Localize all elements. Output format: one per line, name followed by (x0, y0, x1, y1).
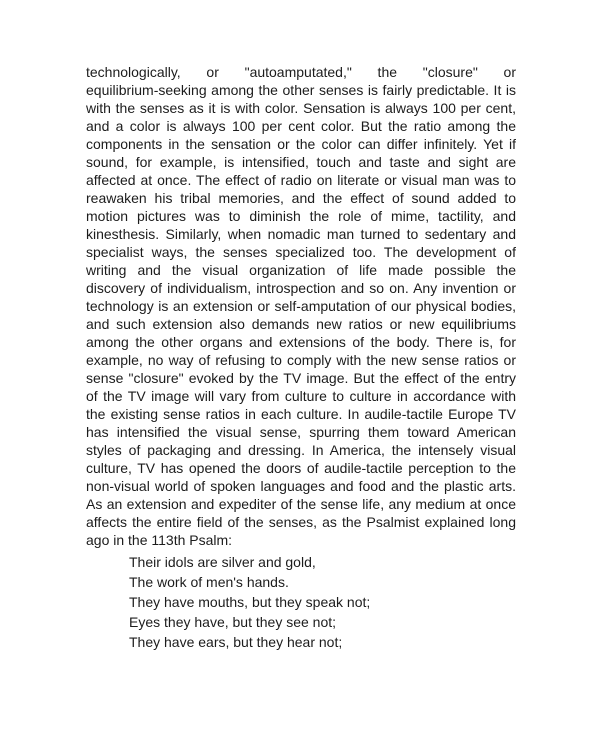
paragraph-line: kinesthesis. Similarly, when nomadic man turned to sedentary and (86, 226, 516, 242)
paragraph-line: non-visual world of spoken languages and food and the plastic arts. (86, 478, 516, 494)
paragraph-line: As an extension and expediter of the sense life, any medium at once (86, 496, 516, 512)
paragraph-line: affected at once. The effect of radio on literate or visual man was to (86, 172, 516, 188)
paragraph-line: discovery of individualism, introspection and so on. Any invention or (86, 280, 516, 296)
paragraph-line: technologically, or "autoamputated," the "closure" or (86, 64, 516, 80)
paragraph-line: among the other organs and extensions of the body. There is, for (86, 334, 516, 350)
paragraph-line: motion pictures was to diminish the role of mime, tactility, and (86, 208, 516, 224)
paragraph-line: equilibrium-seeking among the other senses is fairly predictable. It is (86, 82, 516, 98)
psalm-line: Their idols are silver and gold, (129, 554, 316, 570)
paragraph-line: and a color is always 100 per cent color. But the ratio among the (86, 118, 516, 134)
paragraph-line: and such extension also demands new ratios or new equilibriums (86, 316, 516, 332)
paragraph-line: writing and the visual organization of life made possible the (86, 262, 516, 278)
paragraph-line: components in the sensation or the color can differ infinitely. Yet if (86, 136, 516, 152)
paragraph-line: sound, for example, is intensified, touch and taste and sight are (86, 154, 516, 170)
paragraph-line: styles of packaging and dressing. In America, the intensely visual (86, 442, 516, 458)
paragraph-line: culture, TV has opened the doors of audile-tactile perception to the (86, 460, 516, 476)
paragraph-line: specialist ways, the senses specialized too. The development of (86, 244, 516, 260)
psalm-quote (86, 552, 516, 652)
body-text (86, 63, 516, 652)
paragraph-line: of the TV image will vary from culture to culture in accordance with (86, 388, 516, 404)
psalm-line: Eyes they have, but they see not; (129, 614, 337, 630)
paragraph-last-line: ago in the 113th Psalm: (86, 532, 233, 548)
paragraph-line: example, no way of refusing to comply with the new sense ratios or (86, 352, 516, 368)
paragraph-line: the existing sense ratios in each culture. In audile-tactile Europe TV (86, 406, 516, 422)
psalm-line: They have ears, but they hear not; (129, 634, 343, 650)
paragraph-line: reawaken his tribal memories, and the effect of sound added to (86, 190, 516, 206)
paragraph-line: sense "closure" evoked by the TV image. But the effect of the entry (86, 370, 516, 386)
paragraph-line: has intensified the visual sense, spurring them toward American (86, 424, 516, 440)
psalm-line: They have mouths, but they speak not; (129, 594, 371, 610)
paragraph-line: technology is an extension or self-amputation of our physical bodies, (86, 298, 516, 314)
psalm-line: The work of men's hands. (129, 574, 289, 590)
paragraph-line: affects the entire field of the senses, as the Psalmist explained long (86, 514, 516, 530)
paragraph-line: with the senses as it is with color. Sensation is always 100 per cent, (86, 100, 516, 116)
